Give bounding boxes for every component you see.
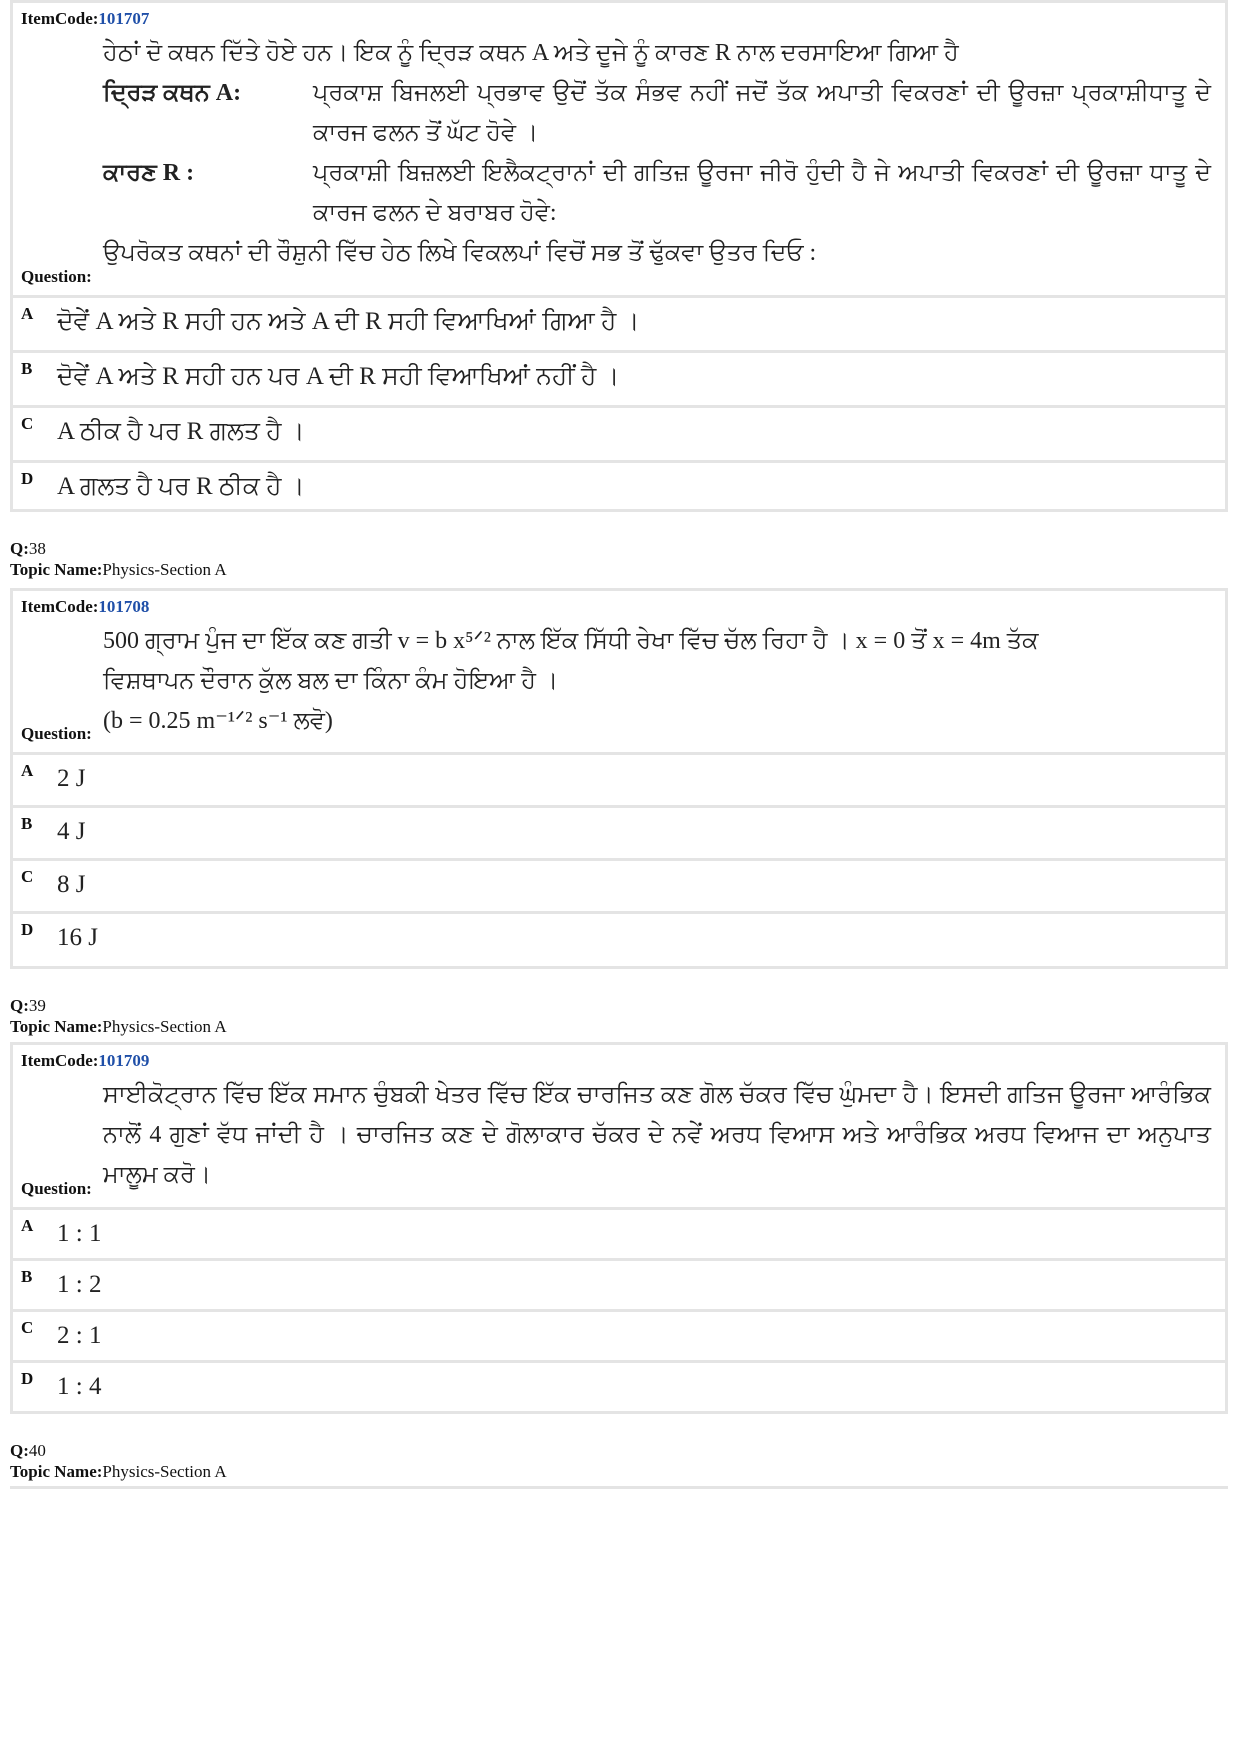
option-letter: D (21, 920, 34, 939)
question-label: Question: (21, 724, 92, 743)
option-text: 1 : 4 (57, 1373, 102, 1400)
topic-name: Physics-Section A (102, 1462, 227, 1481)
option-letter: D (21, 469, 34, 488)
option-a[interactable] (13, 1207, 1225, 1258)
option-text: 4 J (57, 818, 86, 845)
option-d[interactable] (13, 460, 1225, 515)
question-37-block (10, 0, 1228, 512)
option-text: A ਠੀਕ ਹੈ ਪਰ R ਗਲਤ ਹੈ । (57, 418, 305, 445)
option-text: ਦੋਵੇਂ A ਅਤੇ R ਸਹੀ ਹਨ ਅਤੇ A ਦੀ R ਸਹੀ ਵਿਆਖਿਆਂ ਗਿਆ ਹੈ । (57, 308, 640, 335)
option-letter: B (21, 359, 33, 378)
question-text: 500 ਗ੍ਰਾਮ ਪੁੰਜ ਦਾ ਇੱਕ ਕਣ ਗਤੀ v = b x⁵ᐟ² ਨਾਲ ਇੱਕ ਸਿੱਧੀ ਰੇਖਾ ਵਿੱਚ ਚੱਲ ਰਿਹਾ ਹੈ । x = 0 ਤੋਂ x = 4m ਤੱਕ ਵਿਸ਼ਥਾਪਨ ਦੌਰਾਨ ਕੁੱਲ ਬਲ ਦਾ ਕਿੰਨਾ ਕੰਮ ਹੋਇਆ ਹੈ । (b = 0.25 m⁻¹ᐟ² s⁻¹ ਲਵੋ) (103, 628, 1039, 734)
option-b[interactable] (13, 1258, 1225, 1309)
item-code: ItemCode:101708 (21, 597, 150, 616)
option-letter: A (21, 304, 34, 323)
assertion-label: ਦ੍ਰਿੜ ਕਥਨ A: (103, 80, 242, 106)
option-b[interactable] (13, 805, 1225, 858)
option-letter: B (21, 1267, 33, 1286)
option-text: ਦੋਵੇਂ A ਅਤੇ R ਸਹੀ ਹਨ ਪਰ A ਦੀ R ਸਹੀ ਵਿਆਖਿਆਂ ਨਹੀਂ ਹੈ । (57, 363, 620, 390)
item-code-value: 101707 (98, 9, 150, 28)
option-c[interactable] (13, 858, 1225, 911)
option-text: 16 J (57, 924, 98, 951)
question-number: 38 (28, 539, 46, 558)
section-divider (10, 1486, 1228, 1489)
question-label: Question: (21, 1179, 92, 1198)
option-letter: C (21, 867, 34, 886)
topic-name: Physics-Section A (102, 560, 227, 579)
question-39-block (10, 1042, 1228, 1414)
question-text (13, 33, 1225, 273)
assertion-row (103, 73, 1211, 153)
item-code-value: 101709 (98, 1051, 150, 1070)
option-letter: A (21, 1216, 34, 1235)
assertion-text: ਪ੍ਰਕਾਸ਼ ਬਿਜਲਈ ਪ੍ਰਭਾਵ ਉਦੋਂ ਤੱਕ ਸੰਭਵ ਨਹੀਂ ਜਦੋਂ ਤੱਕ ਅਪਾਤੀ ਵਿਕਰਣਾਂ ਦੀ ਊਰਜ਼ਾ ਪ੍ਰਕਾਸ਼ੀਧਾਤੂ ਦੇ ਕਾਰਜ ਫਲਨ ਤੋਂ ਘੱਟ ਹੋਵੇ । (313, 80, 1211, 146)
item-code: ItemCode:101707 (21, 9, 150, 28)
question-38-block (10, 588, 1228, 969)
option-text: A ਗਲਤ ਹੈ ਪਰ R ਠੀਕ ਹੈ । (57, 473, 305, 500)
item-code-value: 101708 (98, 597, 150, 616)
option-letter: A (21, 761, 34, 780)
option-text: 8 J (57, 871, 86, 898)
question-body (13, 33, 1225, 295)
reason-label: ਕਾਰਣ R : (103, 160, 195, 186)
reason-text: ਪ੍ਰਕਾਸ਼ੀ ਬਿਜ਼ਲਈ ਇਲੈਕਟ੍ਰਾਨਾਂ ਦੀ ਗਤਿਜ਼ ਊਰਜਾ ਜੀਰੋ ਹੁੰਦੀ ਹੈ ਜੇ ਅਪਾਤੀ ਵਿਕਰਣਾਂ ਦੀ ਊਰਜ਼ਾ ਧਾਤੂ ਦੇ ਕਾਰਜ ਫਲਨ ਦੇ ਬਰਾਬਰ ਹੋਵੇ: (313, 160, 1211, 226)
option-d[interactable] (13, 1360, 1225, 1411)
question-body (13, 1075, 1225, 1207)
question-number: 40 (28, 1441, 46, 1460)
question-40-meta: Q:40 Topic Name:Physics-Section A (10, 1441, 227, 1481)
option-c[interactable] (13, 1309, 1225, 1360)
reason-row (103, 153, 1211, 233)
option-text: 1 : 1 (57, 1220, 102, 1247)
option-text: 2 : 1 (57, 1322, 102, 1349)
option-text: 1 : 2 (57, 1271, 102, 1298)
intro-text: ਹੇਠਾਂ ਦੋ ਕਥਨ ਦਿੱਤੇ ਹੋਏ ਹਨ। ਇਕ ਨੂੰ ਦ੍ਰਿੜ ਕਥਨ A ਅਤੇ ਦੂਜੇ ਨੂੰ ਕਾਰਣ R ਨਾਲ ਦਰਸਾਇਆ ਗਿਆ ਹੈ (103, 40, 959, 66)
option-letter: C (21, 1318, 34, 1337)
option-d[interactable] (13, 911, 1225, 964)
option-text: 2 J (57, 765, 86, 792)
question-number: 39 (28, 996, 46, 1015)
topic-name: Physics-Section A (102, 1017, 227, 1036)
item-code: ItemCode:101709 (21, 1051, 150, 1070)
question-prompt: ਉਪਰੋਕਤ ਕਥਨਾਂ ਦੀ ਰੌਸ਼ੁਨੀ ਵਿੱਚ ਹੇਠ ਲਿਖੇ ਵਿਕਲਪਾਂ ਵਿਚੋਂ ਸਭ ਤੋਂ ਢੁੱਕਵਾ ਉਤਰ ਦਿਓ : (103, 240, 817, 266)
option-c[interactable] (13, 405, 1225, 460)
question-38-meta: Q:38 Topic Name:Physics-Section A (10, 539, 227, 579)
option-a[interactable] (13, 295, 1225, 350)
question-39-meta: Q:39 Topic Name:Physics-Section A (10, 996, 227, 1036)
option-a[interactable] (13, 752, 1225, 805)
option-letter: B (21, 814, 33, 833)
question-text: ਸਾਈਕੋਟ੍ਰਾਨ ਵਿੱਚ ਇੱਕ ਸਮਾਨ ਚੁੰਬਕੀ ਖੇਤਰ ਵਿੱਚ ਇੱਕ ਚਾਰਜਿਤ ਕਣ ਗੋਲ ਚੱਕਰ ਵਿੱਚ ਘੁੰਮਦਾ ਹੈ। ਇਸਦੀ ਗਤਿਜ ਊਰਜਾ ਆਰੰਭਿਕ ਨਾਲੋਂ 4 ਗੁਣਾਂ ਵੱਧ ਜਾਂਦੀ ਹੈ । ਚਾਰਜਿਤ ਕਣ ਦੇ ਗੋਲਾਕਾਰ ਚੱਕਰ ਦੇ ਨਵੇਂ ਅਰਧ ਵਿਆਸ ਅਤੇ ਆਰੰਭਿਕ ਅਰਧ ਵਿਆਜ ਦਾ ਅਨੁਪਾਤ ਮਾਲੂਮ ਕਰੋ। (103, 1082, 1211, 1188)
option-letter: C (21, 414, 34, 433)
option-b[interactable] (13, 350, 1225, 405)
question-label: Question: (21, 267, 92, 286)
question-body (13, 621, 1225, 752)
option-letter: D (21, 1369, 34, 1388)
